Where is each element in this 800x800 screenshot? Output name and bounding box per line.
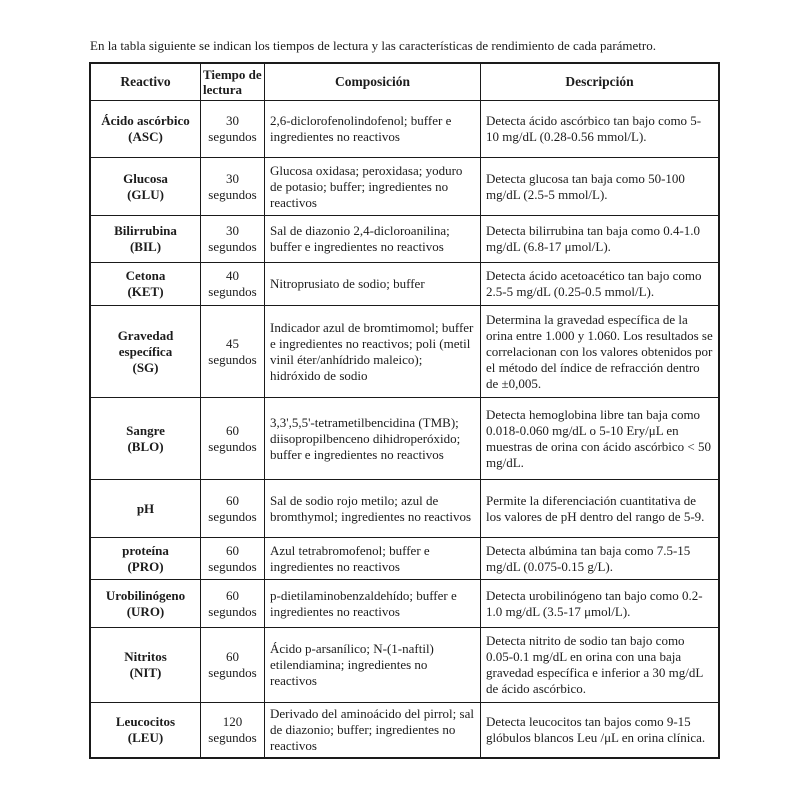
description-cell: Detecta leucocitos tan bajos como 9-15 glóbulos blancos Leu /μL en orina clínica. xyxy=(481,703,719,758)
reactivo-code: (NIT) xyxy=(129,665,162,680)
description-cell: Determina la gravedad específica de la orina entre 1.000 y 1.060. Los resultados se correlacionan con los valores obtenidos por el método del índice de refracción dentro de ±0,005. xyxy=(481,306,719,398)
reactivo-cell xyxy=(91,216,201,263)
read-time-cell xyxy=(201,263,265,306)
description-cell: Detecta glucosa tan baja como 50-100 mg/dL (2.5-5 mmol/L). xyxy=(481,158,719,216)
description-cell: Detecta urobilinógeno tan bajo como 0.2-1.0 mg/dL (3.5-17 μmol/L). xyxy=(481,580,719,628)
table-row xyxy=(91,306,719,398)
reactivo-name: Glucosa xyxy=(123,170,168,186)
reactivo-name: Urobilinógeno xyxy=(105,587,186,603)
reactivo-code: (BLO) xyxy=(127,438,164,454)
table-row xyxy=(91,158,719,216)
description-cell: Detecta nitrito de sodio tan bajo como 0.05-0.1 mg/dL en orina con una baja gravedad específica e inferior a 30 mg/dL de ácido ascórbico. xyxy=(481,628,719,703)
read-time-value: 60 xyxy=(226,649,239,664)
read-time-unit: segundos xyxy=(208,730,257,745)
read-time-cell xyxy=(201,628,265,703)
table-row xyxy=(91,628,719,703)
reactivo-cell xyxy=(91,263,201,306)
composition-cell: Nitroprusiato de sodio; buffer xyxy=(265,263,481,306)
reactivo-code: (KET) xyxy=(127,284,164,299)
reactivo-code: (PRO) xyxy=(127,558,164,574)
composition-cell: Azul tetrabromofenol; buffer e ingredientes no reactivos xyxy=(265,538,481,580)
description-cell: Detecta bilirrubina tan baja como 0.4-1.0 mg/dL (6.8-17 μmol/L). xyxy=(481,216,719,263)
read-time-unit: segundos xyxy=(208,129,257,144)
reactivo-name: Sangre xyxy=(126,422,165,438)
read-time-cell xyxy=(201,216,265,263)
read-time-unit: segundos xyxy=(208,186,257,202)
parameter-table xyxy=(90,63,719,758)
reactivo-code: (ASC) xyxy=(128,129,163,144)
read-time-unit: segundos xyxy=(208,665,257,680)
read-time-value: 60 xyxy=(226,422,239,438)
read-time-cell xyxy=(201,398,265,480)
read-time-value: 60 xyxy=(226,542,239,558)
read-time-cell xyxy=(201,306,265,398)
table-row xyxy=(91,263,719,306)
reactivo-code: (GLU) xyxy=(127,186,164,202)
composition-cell: p-dietilaminobenzaldehído; buffer e ingredientes no reactivos xyxy=(265,580,481,628)
reactivo-code: (URO) xyxy=(126,603,165,619)
table-header-row xyxy=(91,64,719,101)
read-time-unit: segundos xyxy=(208,508,257,524)
composition-cell: Derivado del aminoácido del pirrol; sal de diazonio; buffer; ingredientes no reactivos xyxy=(265,703,481,758)
read-time-value: 60 xyxy=(226,492,239,508)
reactivo-name: proteína xyxy=(122,542,169,558)
reactivo-code: (SG) xyxy=(132,359,159,375)
header-descripcion: Descripción xyxy=(481,64,719,101)
reactivo-cell xyxy=(91,398,201,480)
table-row xyxy=(91,480,719,538)
reactivo-name: Nitritos xyxy=(124,649,167,664)
description-cell: Detecta ácido ascórbico tan bajo como 5-10 mg/dL (0.28-0.56 mmol/L). xyxy=(481,101,719,158)
reactivo-cell xyxy=(91,538,201,580)
reactivo-name: Cetona xyxy=(125,268,166,283)
composition-cell: Sal de diazonio 2,4-dicloroanilina; buffer e ingredientes no reactivos xyxy=(265,216,481,263)
header-reactivo: Reactivo xyxy=(91,64,201,101)
composition-cell: 3,3',5,5'-tetrametilbencidina (TMB); diisopropilbenceno dihidroperóxido; buffer e ingredientes no reactivos xyxy=(265,398,481,480)
table-row xyxy=(91,398,719,480)
composition-cell: Sal de sodio rojo metilo; azul de bromthymol; ingredientes no reactivos xyxy=(265,480,481,538)
read-time-value: 60 xyxy=(226,587,239,603)
read-time-cell xyxy=(201,480,265,538)
read-time-value: 40 xyxy=(226,268,239,283)
table-row xyxy=(91,703,719,758)
table-row xyxy=(91,216,719,263)
table-row xyxy=(91,580,719,628)
reactivo-name: Leucocitos xyxy=(115,714,176,729)
reactivo-cell xyxy=(91,158,201,216)
read-time-value: 30 xyxy=(226,170,239,186)
reactivo-name: Gravedad específica xyxy=(117,327,174,359)
reactivo-name: Bilirrubina xyxy=(114,223,177,238)
reactivo-code: (LEU) xyxy=(127,730,164,745)
read-time-value: 30 xyxy=(226,223,239,238)
read-time-unit: segundos xyxy=(208,284,257,299)
description-cell: Permite la diferenciación cuantitativa de los valores de pH dentro del rango de 5-9. xyxy=(481,480,719,538)
read-time-unit: segundos xyxy=(208,239,257,254)
description-cell: Detecta albúmina tan baja como 7.5-15 mg/dL (0.075-0.15 g/L). xyxy=(481,538,719,580)
read-time-cell xyxy=(201,703,265,758)
reactivo-cell xyxy=(91,101,201,158)
composition-cell: Indicador azul de bromtimomol; buffer e ingredientes no reactivos; poli (metil vinil éter/anhídrido maleico); hidróxido de sodio xyxy=(265,306,481,398)
intro-text: En la tabla siguiente se indican los tiempos de lectura y las características de rendimiento de cada parámetro. xyxy=(90,38,656,53)
read-time-cell xyxy=(201,538,265,580)
document-content xyxy=(90,38,718,758)
reactivo-cell xyxy=(91,703,201,758)
table-row xyxy=(91,538,719,580)
read-time-unit: segundos xyxy=(208,603,257,619)
composition-cell: 2,6-diclorofenolindofenol; buffer e ingredientes no reactivos xyxy=(265,101,481,158)
description-cell: Detecta ácido acetoacético tan bajo como 2.5-5 mg/dL (0.25-0.5 mmol/L). xyxy=(481,263,719,306)
read-time-unit: segundos xyxy=(208,558,257,574)
reactivo-cell xyxy=(91,480,201,538)
reactivo-code: (BIL) xyxy=(129,239,162,254)
read-time-value: 30 xyxy=(226,113,239,128)
read-time-cell xyxy=(201,580,265,628)
read-time-value: 120 xyxy=(222,714,243,729)
composition-cell: Ácido p-arsanílico; N-(1-naftil) etilendiamina; ingredientes no reactivos xyxy=(265,628,481,703)
description-cell: Detecta hemoglobina libre tan baja como 0.018-0.060 mg/dL o 5-10 Ery/μL en muestras de orina con ácido ascórbico < 50 mg/dL. xyxy=(481,398,719,480)
read-time-unit: segundos xyxy=(208,438,257,454)
composition-cell: Glucosa oxidasa; peroxidasa; yoduro de potasio; buffer; ingredientes no reactivos xyxy=(265,158,481,216)
reactivo-name: pH xyxy=(136,500,155,516)
header-tiempo-de-lectura: Tiempo de lectura xyxy=(201,64,265,101)
read-time-cell xyxy=(201,158,265,216)
read-time-value: 45 xyxy=(226,335,239,351)
table-row xyxy=(91,101,719,158)
read-time-unit: segundos xyxy=(208,351,257,367)
reactivo-cell xyxy=(91,580,201,628)
read-time-cell xyxy=(201,101,265,158)
header-composicion: Composición xyxy=(265,64,481,101)
reactivo-cell xyxy=(91,628,201,703)
reactivo-name: Ácido ascórbico xyxy=(101,113,190,128)
reactivo-cell xyxy=(91,306,201,398)
